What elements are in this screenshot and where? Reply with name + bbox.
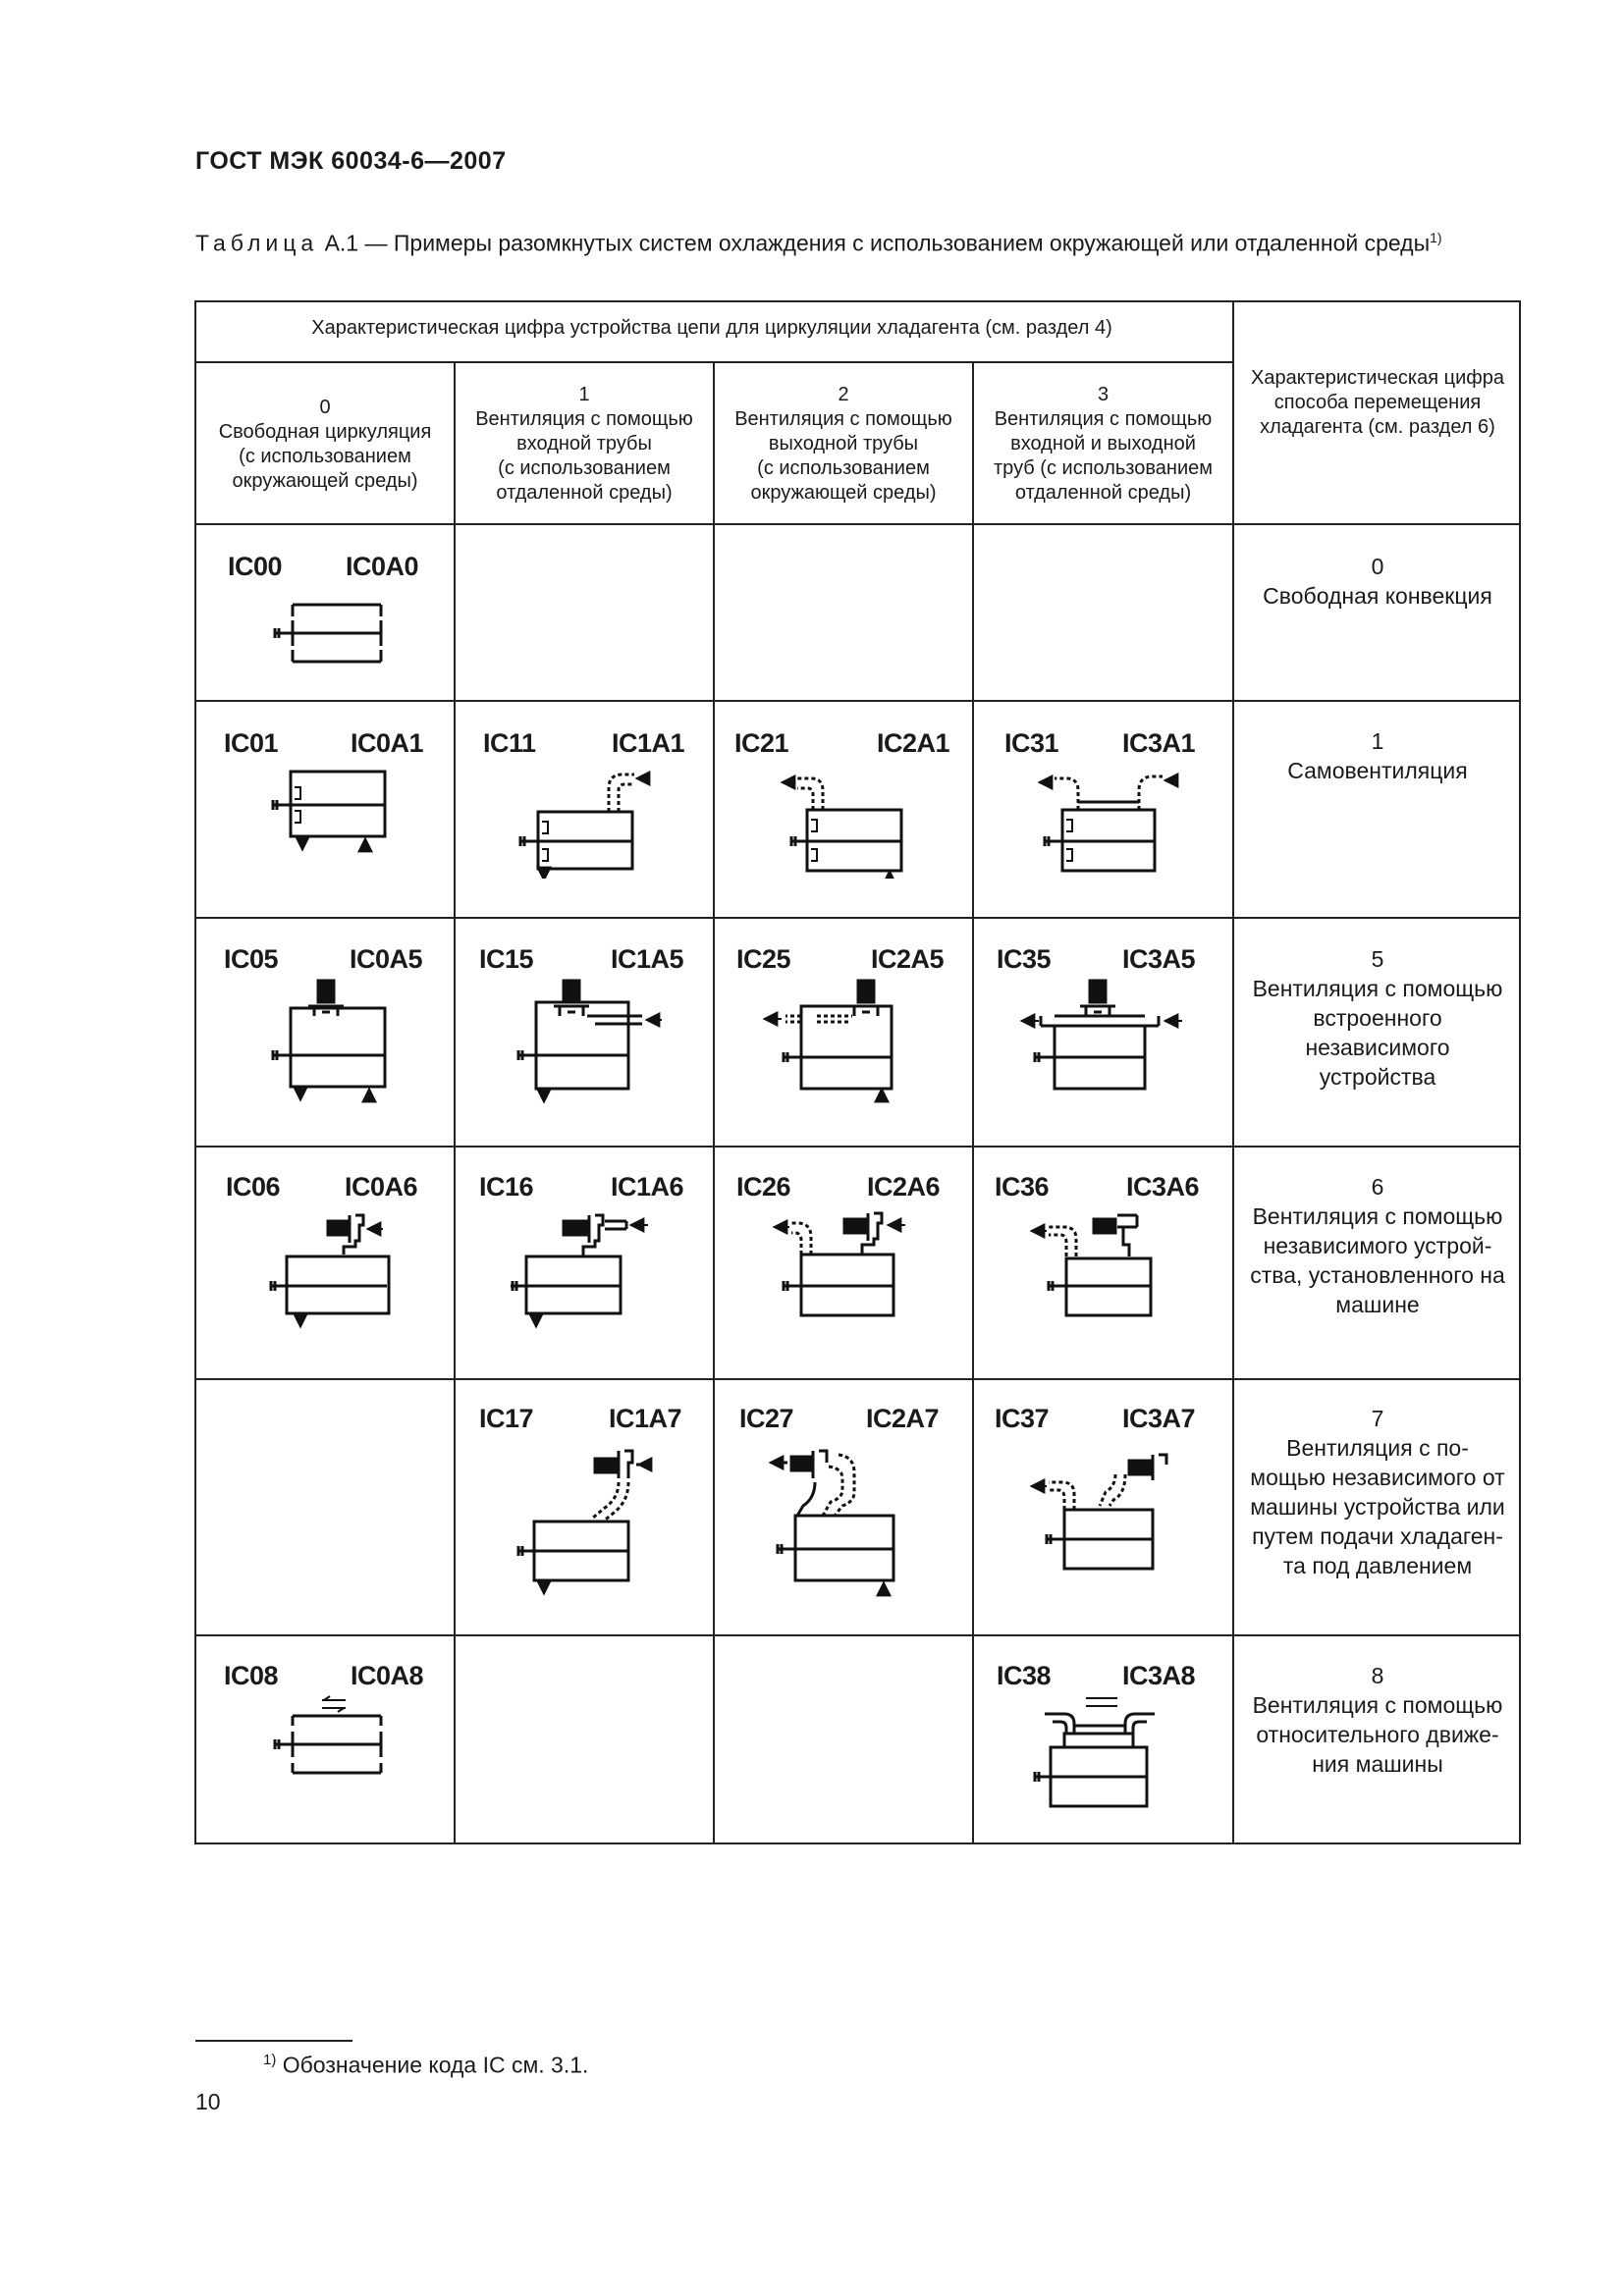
ic-code-short: IC15 bbox=[479, 944, 534, 974]
ic-code-short: IC37 bbox=[995, 1404, 1050, 1433]
relative-displacement-diagram-icon bbox=[265, 1690, 393, 1779]
ic-code-long: IC1A5 bbox=[611, 944, 684, 974]
circuit-arrangement-header: Характеристическая цифра устройства цепи для циркуляции хладагента (см. раздел 4) bbox=[311, 317, 1112, 339]
table-caption bbox=[195, 224, 1519, 258]
ic-code-long: IC0A0 bbox=[346, 552, 419, 581]
ic-code-short: IC06 bbox=[226, 1172, 281, 1201]
ic-code-long: IC3A6 bbox=[1126, 1172, 1200, 1201]
outlet-pipe-separate-fan-diagram-icon bbox=[756, 1443, 913, 1600]
inlet-outlet-separate-fan-diagram-icon bbox=[1021, 1443, 1178, 1600]
ic-code-long: IC0A5 bbox=[350, 944, 423, 974]
inlet-pipe-separate-fan-diagram-icon bbox=[511, 1443, 658, 1600]
ic-code-short: IC17 bbox=[479, 1404, 534, 1433]
method-header: Характеристическая цифра способа перемещения хладагента (см. раздел 6) bbox=[1251, 367, 1504, 438]
table-divider bbox=[194, 1146, 1521, 1148]
table-divider bbox=[194, 1378, 1521, 1380]
table-divider bbox=[194, 700, 1521, 702]
ic-code-long: IC2A7 bbox=[866, 1404, 940, 1433]
caption-label: Таблица bbox=[195, 230, 319, 256]
table-divider bbox=[194, 1634, 1521, 1636]
outlet-pipe-integral-fan-diagram-icon bbox=[756, 977, 923, 1104]
inlet-outlet-relative-displacement-diagram-icon bbox=[1021, 1690, 1178, 1818]
table-divider bbox=[972, 361, 974, 1844]
ic-code-long: IC2A1 bbox=[877, 728, 950, 758]
machine-mounted-fan-diagram-icon bbox=[265, 1205, 393, 1333]
ic-code-short: IC00 bbox=[228, 552, 283, 581]
ic-code-short: IC25 bbox=[736, 944, 791, 974]
ic-code-short: IC36 bbox=[995, 1172, 1050, 1201]
ic-code-short: IC21 bbox=[734, 728, 789, 758]
ic-code-long: IC0A6 bbox=[345, 1172, 418, 1201]
ic-code-long: IC0A8 bbox=[351, 1661, 424, 1690]
page-number: 10 bbox=[195, 2089, 221, 2114]
circuit-column-header-0: 0 Свободная циркуляция (с использованием окружающей среды) bbox=[218, 397, 432, 492]
inlet-pipe-integral-fan-diagram-icon bbox=[501, 977, 668, 1104]
method-cell-5: 5 Вентиляция с помощью встроенного независимого устройства bbox=[1252, 946, 1503, 1090]
inlet-pipe-self-ventilated-diagram-icon bbox=[511, 761, 658, 879]
ic-code-short: IC16 bbox=[479, 1172, 534, 1201]
ic-code-long: IC1A1 bbox=[612, 728, 685, 758]
circuit-column-header-1: 1 Вентиляция с помощью входной трубы (с использованием отдаленной среды) bbox=[475, 384, 693, 504]
footnote-text: Обозначение кода IC см. 3.1. bbox=[282, 2052, 589, 2078]
ic-code-long: IC3A1 bbox=[1122, 728, 1196, 758]
circuit-column-header-3: 3 Вентиляция с помощью входной и выходной труб (с использованием отдаленной среды) bbox=[994, 384, 1213, 504]
ic-code-long: IC3A5 bbox=[1122, 944, 1196, 974]
ic-code-long: IC3A8 bbox=[1122, 1661, 1196, 1690]
footnote-mark: 1) bbox=[263, 2052, 277, 2068]
table-divider bbox=[713, 361, 715, 1844]
inlet-outlet-pipe-self-ventilated-diagram-icon bbox=[1029, 761, 1186, 879]
method-cell-8: 8 Вентиляция с помощью относительного движе- ния машины bbox=[1252, 1663, 1503, 1777]
ic-code-long: IC3A7 bbox=[1122, 1404, 1196, 1433]
method-cell-7: 7 Вентиляция с по- мощью независимого от машины устройства или путем подачи хладаген- та под давлением bbox=[1250, 1406, 1505, 1578]
ic-code-short: IC31 bbox=[1004, 728, 1059, 758]
ic-code-short: IC08 bbox=[224, 1661, 279, 1690]
ic-code-long: IC1A7 bbox=[609, 1404, 682, 1433]
ic-code-short: IC01 bbox=[224, 728, 279, 758]
ic-code-short: IC27 bbox=[739, 1404, 794, 1433]
ic-code-long: IC2A5 bbox=[871, 944, 945, 974]
footnote-rule bbox=[195, 2040, 352, 2042]
outlet-pipe-mounted-fan-diagram-icon bbox=[766, 1205, 913, 1333]
method-cell-1: 1 Самовентиляция bbox=[1287, 728, 1468, 783]
method-cell-0: 0 Свободная конвекция bbox=[1263, 554, 1492, 609]
caption-text: А.1 — Примеры разомкнутых систем охлаждения с использованием окружающей или отдаленной среды bbox=[324, 230, 1431, 256]
integral-fan-diagram-icon bbox=[265, 977, 393, 1104]
table-divider bbox=[194, 523, 1521, 525]
ic-code-short: IC26 bbox=[736, 1172, 791, 1201]
method-cell-6: 6 Вентиляция с помощью независимого устрой- ства, установленного на машине bbox=[1250, 1174, 1505, 1317]
ic-code-short: IC05 bbox=[224, 944, 279, 974]
inlet-outlet-integral-fan-diagram-icon bbox=[1011, 977, 1188, 1104]
inlet-outlet-mounted-fan-diagram-icon bbox=[1021, 1205, 1178, 1333]
ic-code-long: IC1A6 bbox=[611, 1172, 684, 1201]
ic-code-short: IC11 bbox=[483, 728, 536, 758]
free-circulation-diagram-icon bbox=[265, 599, 393, 667]
ic-code-short: IC35 bbox=[997, 944, 1052, 974]
circuit-column-header-2: 2 Вентиляция с помощью выходной трубы (с использованием окружающей среды) bbox=[734, 384, 952, 504]
ic-code-long: IC2A6 bbox=[867, 1172, 941, 1201]
table-divider bbox=[194, 917, 1521, 919]
caption-footnote-ref: 1) bbox=[1430, 230, 1442, 245]
footnote bbox=[263, 2052, 588, 2079]
ic-code-long: IC0A1 bbox=[351, 728, 424, 758]
table-divider bbox=[454, 361, 456, 1844]
ic-code-short: IC38 bbox=[997, 1661, 1052, 1690]
outlet-pipe-self-ventilated-diagram-icon bbox=[774, 761, 911, 879]
inlet-pipe-mounted-fan-diagram-icon bbox=[511, 1205, 658, 1333]
document-header: ГОСТ МЭК 60034-6—2007 bbox=[195, 147, 507, 175]
table-divider bbox=[1232, 300, 1234, 1844]
self-ventilated-open-diagram-icon bbox=[267, 766, 395, 854]
